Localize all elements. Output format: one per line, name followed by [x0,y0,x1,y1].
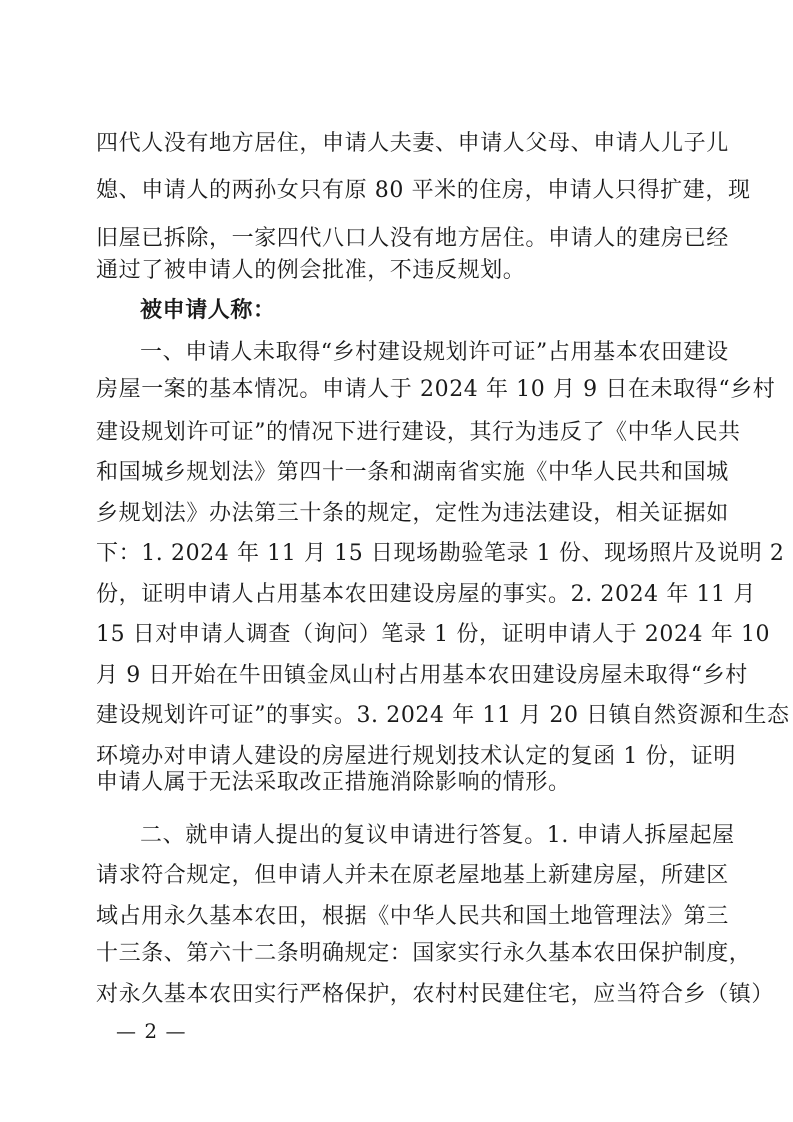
paragraph-line: 乡规划法》办法第三十条的规定，定性为违法建设，相关证据如 [96,501,729,526]
paragraph-line: 二、就申请人提出的复议申请进行答复。1. 申请人拆屋起屋 [140,823,735,848]
paragraph-line: 对永久基本农田实行严格保护，农村村民建住宅，应当符合乡（镇） [96,982,775,1007]
paragraph-line: 月 9 日开始在牛田镇金凤山村占用基本农田建设房屋未取得“乡村 [96,663,748,688]
paragraph-line: 申请人属于无法采取改正措施消除影响的情形。 [96,770,571,795]
paragraph-line: 旧屋已拆除，一家四代八口人没有地方居住。申请人的建房已经 [96,226,729,251]
paragraph-line: 通过了被申请人的例会批准，不违反规划。 [96,258,526,283]
paragraph-line: 环境办对申请人建设的房屋进行规划技术认定的复函 1 份，证明 [96,744,736,769]
paragraph-line: 一、申请人未取得“乡村建设规划许可证”占用基本农田建设 [140,340,729,365]
paragraph-line: 四代人没有地方居住，申请人夫妻、申请人父母、申请人儿子儿 [96,131,729,156]
paragraph-line: 房屋一案的基本情况。申请人于 2024 年 10 月 9 日在未取得“乡村 [96,377,776,402]
paragraph-line: 下：1. 2024 年 11 月 15 日现场勘验笔录 1 份、现场照片及说明 2 [96,541,785,566]
paragraph-line: 请求符合规定，但申请人并未在原老屋地基上新建房屋，所建区 [96,863,729,888]
paragraph-line: 份，证明申请人占用基本农田建设房屋的事实。2. 2024 年 11 月 [96,582,756,607]
paragraph-line: 和国城乡规划法》第四十一条和湖南省实施《中华人民共和国城 [96,460,729,485]
section-heading: 被申请人称： [140,298,276,323]
paragraph-line: 域占用永久基本农田，根据《中华人民共和国土地管理法》第三 [96,904,729,929]
page-number: — 2 — [116,1019,187,1043]
paragraph-line: 建设规划许可证”的情况下进行建设，其行为违反了《中华人民共 [96,420,741,445]
paragraph-line: 媳、申请人的两孙女只有原 80 平米的住房，申请人只得扩建，现 [96,178,751,203]
paragraph-line: 15 日对申请人调查（询问）笔录 1 份，证明申请人于 2024 年 10 [96,622,771,647]
paragraph-line: 十三条、第六十二条明确规定：国家实行永久基本农田保护制度， [96,941,752,966]
paragraph-line: 建设规划许可证”的事实。3. 2024 年 11 月 20 日镇自然资源和生态 [96,703,790,728]
